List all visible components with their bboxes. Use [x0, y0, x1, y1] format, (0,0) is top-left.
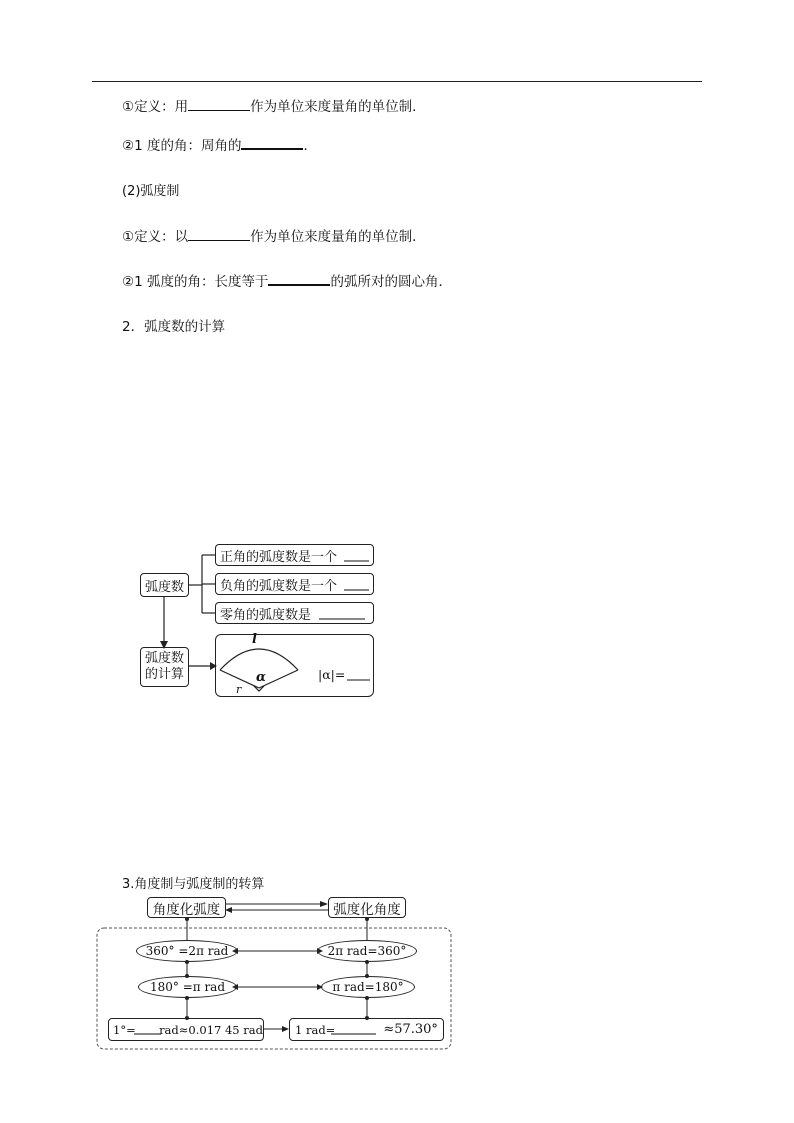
zero-angle-label: 零角的弧度数是: [220, 607, 312, 623]
one-degree-prefix: 1°=: [113, 1022, 136, 1037]
oval-180-deg-label: 180° =π rad: [149, 980, 226, 994]
radian-to-degree-label: 弧度化角度: [333, 901, 401, 918]
radian-to-degree-title: [328, 897, 406, 918]
section-heading-radian: (2)弧度制: [122, 184, 180, 199]
radius-label: r: [236, 683, 242, 696]
text-line-2-prefix: ②1 度的角：周角的: [122, 138, 242, 154]
angle-alpha-label: α: [256, 670, 267, 685]
text-line-4-prefix: ①定义：以: [122, 229, 189, 245]
section-heading-calc: 2．弧度数的计算: [122, 319, 226, 335]
oval-2pi-rad: [317, 940, 417, 962]
one-radian-suffix: ≈57.30°: [383, 1022, 438, 1037]
calc-label-line-1: 弧度数: [144, 651, 184, 666]
text-line-1-suffix: 作为单位来度量角的单位制．: [250, 99, 426, 115]
one-degree-box: [108, 1018, 264, 1041]
section-heading-conversion: 3.角度制与弧度制的转算: [122, 877, 265, 892]
one-degree-suffix: rad≈0.017 45 rad: [159, 1022, 263, 1037]
calc-label-line-2: 的计算: [144, 667, 184, 682]
text-line-5-prefix: ②1 弧度的角：长度等于: [122, 274, 269, 290]
oval-360-deg-label: 360° =2π rad: [145, 944, 229, 958]
oval-360-deg: [136, 940, 238, 962]
abs-alpha-formula: |α|=: [318, 667, 346, 682]
oval-2pi-rad-label: 2π rad=360°: [327, 944, 407, 958]
text-line-5-suffix: 的弧所对的圆心角．: [330, 274, 452, 290]
oval-pi-rad: [321, 976, 415, 998]
text-line-4-suffix: 作为单位来度量角的单位制．: [250, 229, 426, 245]
degree-to-radian-label: 角度化弧度: [152, 901, 221, 918]
oval-180-deg: [138, 976, 237, 998]
oval-pi-rad-label: π rad=180°: [332, 980, 404, 994]
text-line-1-prefix: ①定义：用: [122, 99, 189, 115]
one-radian-box: [289, 1018, 444, 1041]
negative-angle-label: 负角的弧度数是一个: [220, 578, 338, 594]
positive-angle-label: 正角的弧度数是一个: [220, 549, 338, 565]
degree-to-radian-title: [147, 897, 226, 918]
text-line-2-suffix: ．: [303, 138, 317, 154]
arc-length-label: l: [252, 632, 257, 647]
root-label: 弧度数: [144, 579, 184, 595]
one-radian-prefix: 1 rad=: [295, 1022, 336, 1037]
